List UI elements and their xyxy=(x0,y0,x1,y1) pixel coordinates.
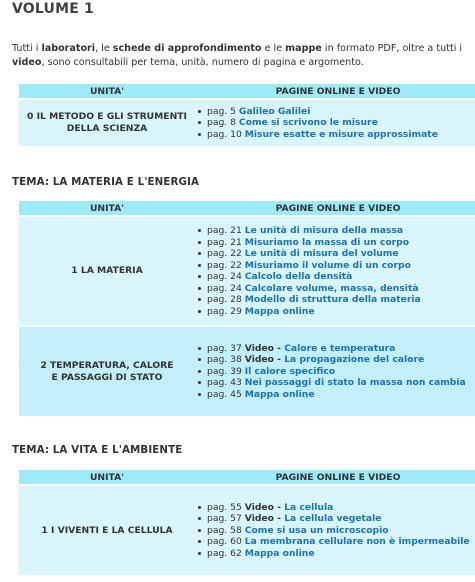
column-header-pages: PAGINE ONLINE E VIDEO xyxy=(195,84,475,99)
column-header-pages: PAGINE ONLINE E VIDEO xyxy=(195,201,475,216)
page-number: pag. 29 xyxy=(207,305,245,317)
list-item xyxy=(207,536,475,548)
list-item xyxy=(207,502,475,514)
page-number: pag. 24 xyxy=(207,271,245,282)
resource-link[interactable]: Le unità di misura della massa xyxy=(244,225,404,236)
list-item xyxy=(207,366,475,378)
page-number: pag. 62 xyxy=(207,547,245,559)
resource-link[interactable]: Modello di struttura della materia xyxy=(244,294,421,305)
list-item xyxy=(207,117,475,129)
page-number: pag. 37 xyxy=(207,342,245,354)
resource-link[interactable]: Mappa online xyxy=(244,305,315,317)
unit-table-materia xyxy=(19,201,475,416)
video-label: Video - xyxy=(244,513,285,525)
list-item xyxy=(207,513,475,525)
unit-name-line: 2 TEMPERATURA, CALORE xyxy=(40,359,174,371)
list-item xyxy=(207,260,475,272)
intro-paragraph xyxy=(12,42,475,69)
page-number: pag. 10 xyxy=(207,128,245,140)
resource-link[interactable]: Misuriamo il volume di un corpo xyxy=(244,259,411,271)
list-item xyxy=(207,283,475,295)
page-number: pag. 39 xyxy=(207,365,245,377)
column-header-pages: PAGINE ONLINE E VIDEO xyxy=(195,470,475,485)
table-row xyxy=(19,99,475,146)
list-item xyxy=(207,237,475,249)
intro-text: , sono consultabili per tema, unità, numero di pagina e argomento. xyxy=(41,56,364,68)
table-header-row xyxy=(19,470,475,485)
video-label: Video - xyxy=(244,342,285,354)
unit-name-line: 1 LA MATERIA xyxy=(71,265,143,276)
column-header-unit: UNITA' xyxy=(19,470,195,485)
resource-link[interactable]: Calcolo della densità xyxy=(244,271,353,282)
table-row xyxy=(19,485,475,575)
resource-link[interactable]: Calcolare volume, massa, densità xyxy=(244,282,419,294)
list-item xyxy=(207,525,475,537)
pages-cell xyxy=(195,99,475,146)
page-number: pag. 28 xyxy=(207,294,245,305)
intro-text: Tutti i xyxy=(12,43,42,54)
page-number: pag. 5 xyxy=(207,105,239,117)
resource-link[interactable]: Calore e temperatura xyxy=(284,342,396,354)
pages-list xyxy=(195,106,475,141)
resource-link[interactable]: Misuriamo la massa di un corpo xyxy=(244,236,410,248)
section-title-materia: TEMA: LA MATERIA E L'ENERGIA xyxy=(12,176,200,188)
page-title: VOLUME 1 xyxy=(12,1,94,17)
intro-text: in formato PDF, oltre a tutti i xyxy=(321,43,463,54)
table-header-row xyxy=(19,201,475,216)
pages-cell xyxy=(195,326,475,416)
page-number: pag. 22 xyxy=(207,259,245,271)
list-item xyxy=(207,354,475,366)
section-title-vita: TEMA: LA VITA E L'AMBIENTE xyxy=(12,444,183,456)
page-number: pag. 21 xyxy=(207,236,245,248)
resource-link[interactable]: Come si usa un microscopio xyxy=(244,524,389,536)
unit-name-line: E PASSAGGI DI STATO xyxy=(51,371,163,383)
resource-link[interactable]: Mappa online xyxy=(244,547,315,559)
page-number: pag. 24 xyxy=(207,282,245,294)
list-item xyxy=(207,271,475,283)
resource-link[interactable]: Le unità di misura del volume xyxy=(244,248,399,259)
pages-cell xyxy=(195,216,475,326)
list-item xyxy=(207,106,475,118)
intro-bold: schede di approfondimento xyxy=(112,43,262,54)
pages-list xyxy=(195,502,475,560)
intro-bold: mappe xyxy=(285,43,322,54)
intro-bold: laboratori xyxy=(41,43,96,54)
pages-cell xyxy=(195,485,475,575)
column-header-unit: UNITA' xyxy=(19,201,195,216)
intro-text: , le xyxy=(95,43,113,54)
list-item xyxy=(207,129,475,141)
table-row xyxy=(19,216,475,326)
resource-link[interactable]: Nei passaggi di stato la massa non cambia xyxy=(244,377,466,389)
unit-name-line: DELLA SCIENZA xyxy=(66,123,148,134)
list-item xyxy=(207,377,475,389)
resource-link[interactable]: La cellula xyxy=(284,501,334,513)
list-item xyxy=(207,548,475,560)
video-label: Video - xyxy=(244,501,285,513)
page-number: pag. 38 xyxy=(207,354,245,366)
page-number: pag. 57 xyxy=(207,513,245,525)
page-number: pag. 58 xyxy=(207,524,245,536)
resource-link[interactable]: La cellula vegetale xyxy=(284,513,382,525)
resource-link[interactable]: La propagazione del calore xyxy=(284,354,425,366)
resource-link[interactable]: Mappa online xyxy=(244,388,315,400)
page-number: pag. 60 xyxy=(207,536,245,548)
video-label: Video - xyxy=(244,354,285,366)
unit-table-volume xyxy=(19,84,475,146)
list-item xyxy=(207,389,475,401)
resource-link[interactable]: Il calore specifico xyxy=(244,365,336,377)
page-number: pag. 45 xyxy=(207,388,245,400)
page-number: pag. 43 xyxy=(207,377,245,389)
page-number: pag. 22 xyxy=(207,248,245,259)
pages-list xyxy=(195,343,475,401)
intro-text: e le xyxy=(261,43,286,54)
intro-bold: video xyxy=(12,56,42,68)
resource-link[interactable]: Come si scrivono le misure xyxy=(238,117,378,129)
resource-link[interactable]: Galileo Galilei xyxy=(238,105,311,117)
unit-name-cell xyxy=(19,216,195,326)
page-number: pag. 21 xyxy=(207,225,245,236)
list-item xyxy=(207,343,475,355)
unit-table-vita xyxy=(19,470,475,575)
column-header-unit: UNITA' xyxy=(19,84,195,99)
list-item xyxy=(207,248,475,260)
resource-link[interactable]: Misure esatte e misure approssimate xyxy=(244,128,438,140)
table-header-row xyxy=(19,84,475,99)
unit-name-cell xyxy=(19,99,195,146)
page-number: pag. 8 xyxy=(207,117,239,129)
unit-name-cell xyxy=(19,326,195,416)
pages-list xyxy=(195,225,475,317)
list-item xyxy=(207,294,475,306)
table-row xyxy=(19,326,475,416)
unit-name-line: 1 I VIVENTI E LA CELLULA xyxy=(41,524,173,536)
resource-link[interactable]: La membrana cellulare non è impermeabile xyxy=(244,536,470,548)
list-item xyxy=(207,225,475,237)
list-item xyxy=(207,306,475,318)
unit-name-line: 0 IL METODO E GLI STRUMENTI xyxy=(27,111,187,122)
unit-name-cell xyxy=(19,485,195,575)
page-number: pag. 55 xyxy=(207,501,245,513)
